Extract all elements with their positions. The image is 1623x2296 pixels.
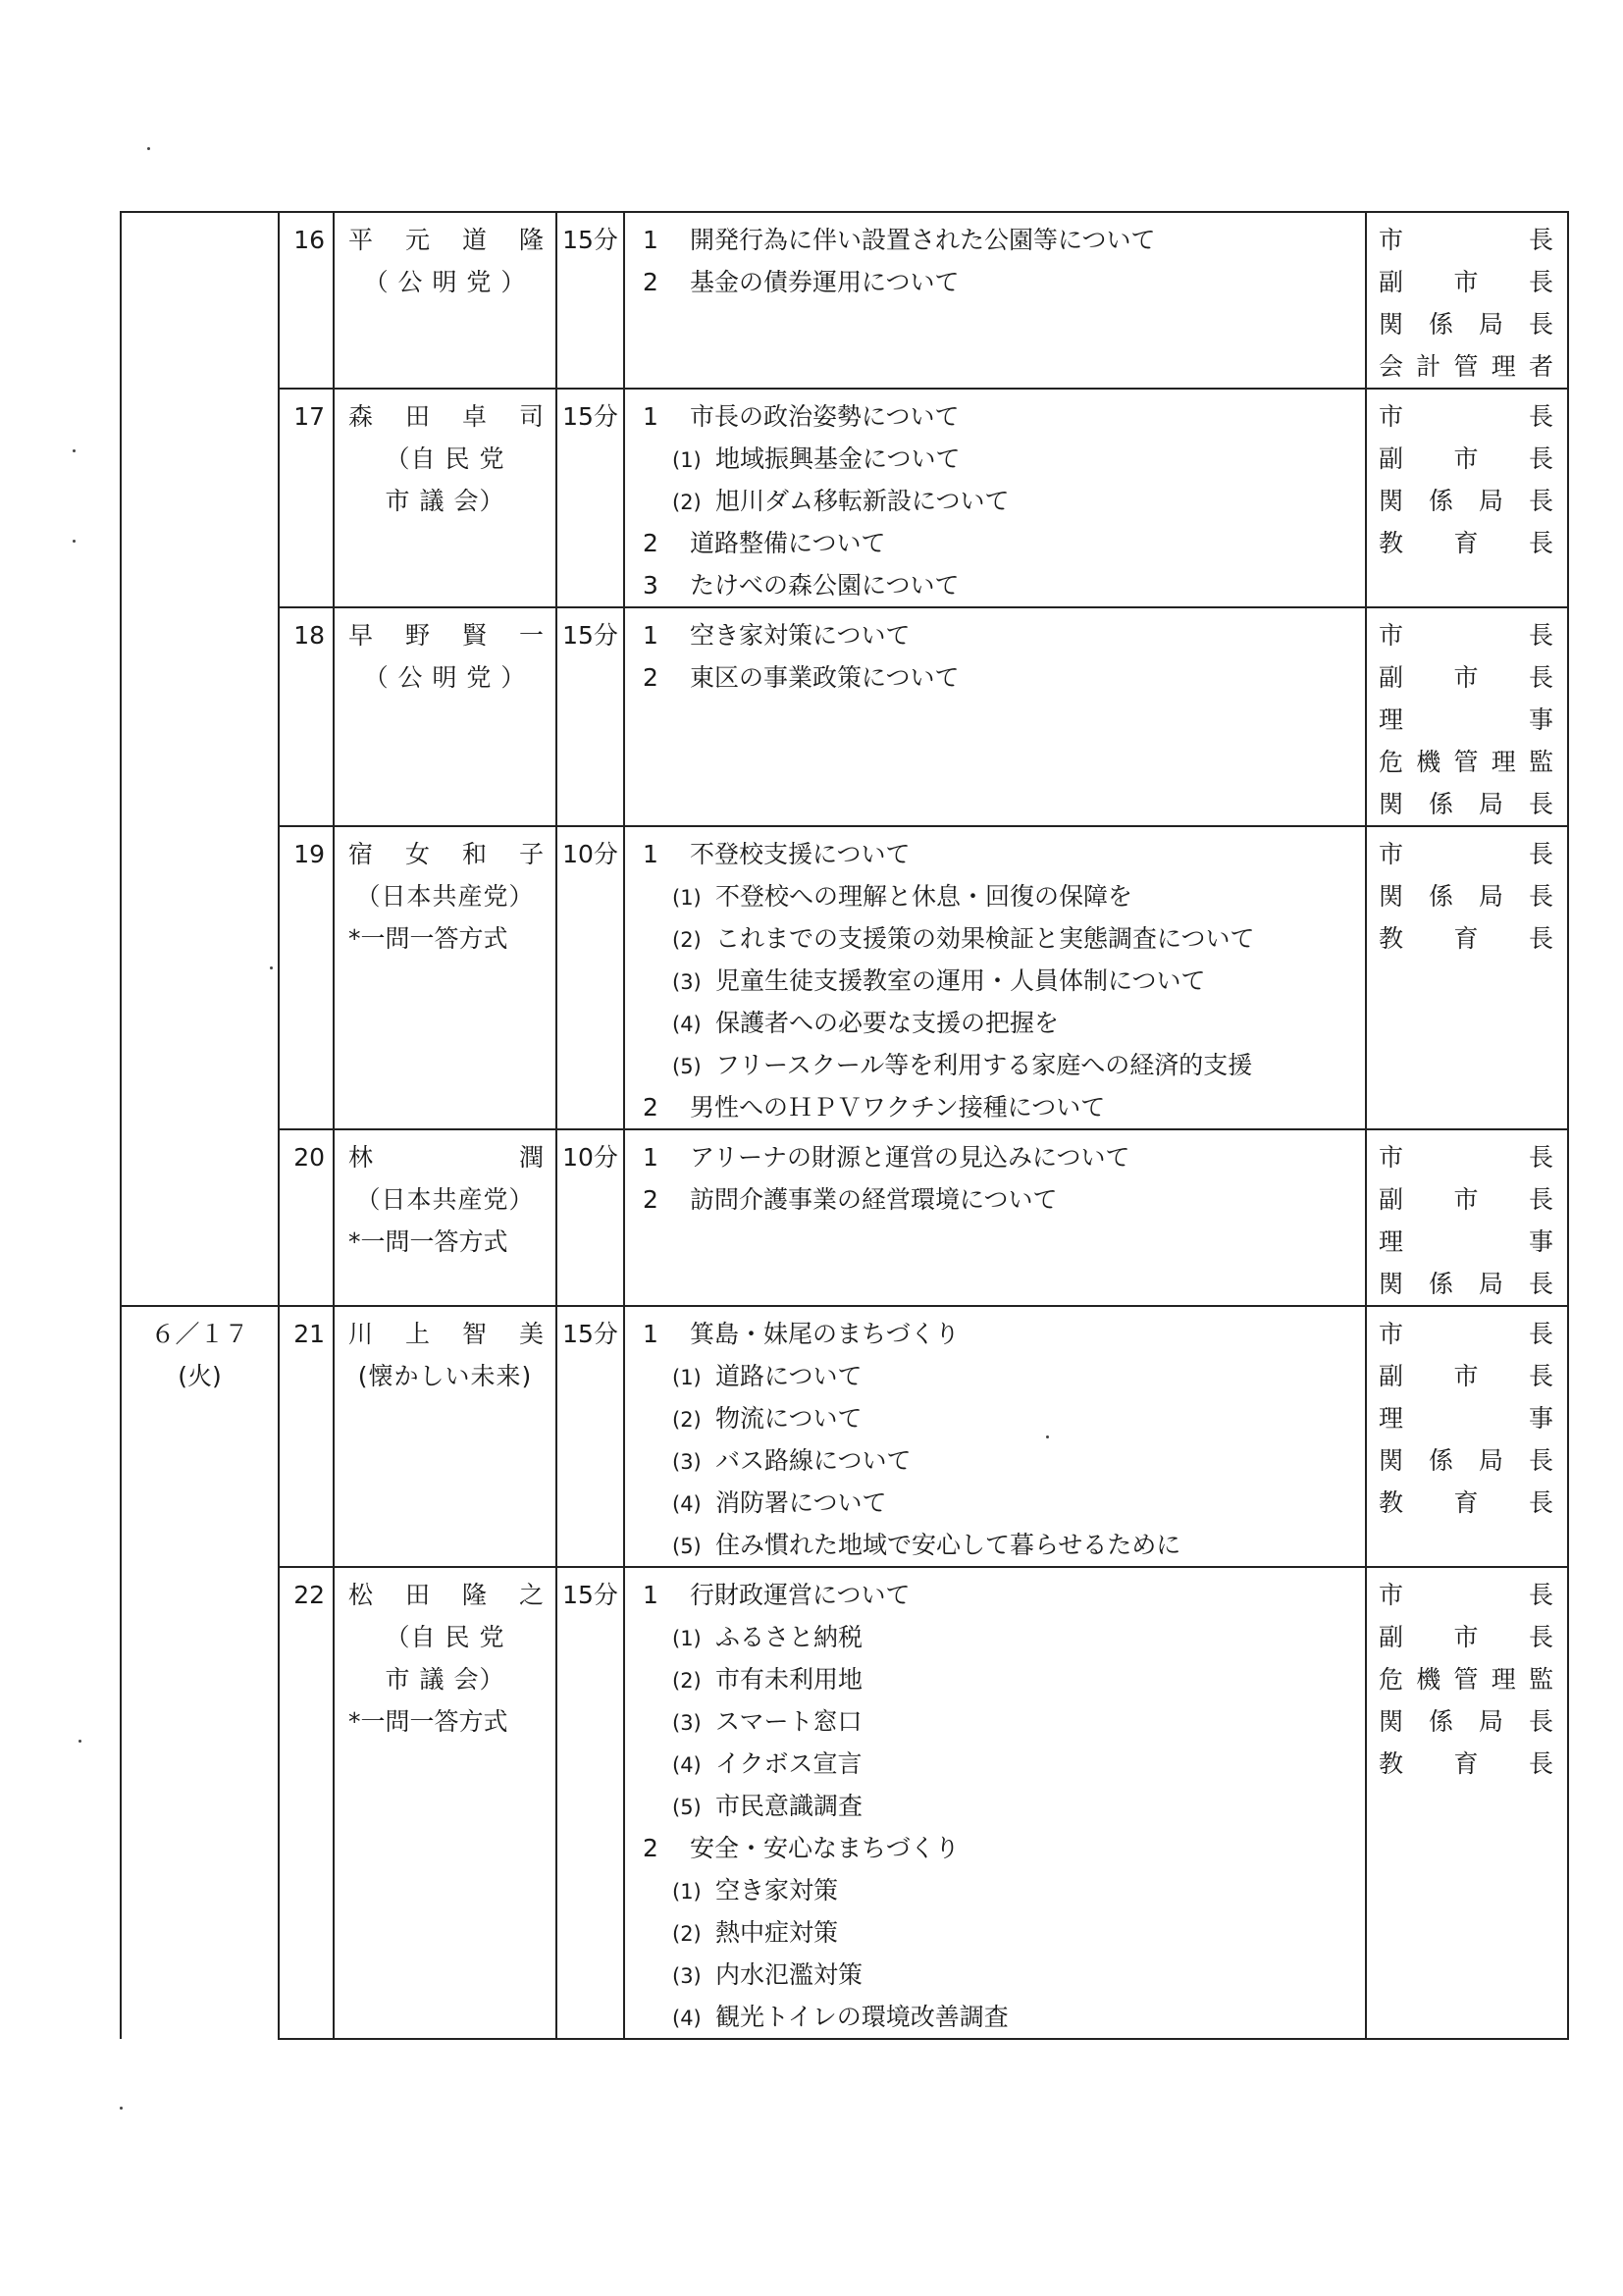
subtopic-text: イクボス宣言 xyxy=(715,1749,863,1778)
question-topic xyxy=(625,564,1365,606)
subtopic-number: (3) xyxy=(672,1964,702,1988)
order-number: 17 xyxy=(293,402,325,431)
question-subtopic xyxy=(625,1658,1365,1700)
member-cell xyxy=(334,1129,556,1306)
subtopic-text: 空き家対策 xyxy=(715,1876,839,1905)
respondent: 関 係 局 長 xyxy=(1379,882,1555,911)
meeting-date: ６／１７ xyxy=(150,1320,249,1348)
scan-speck xyxy=(120,2107,123,2110)
member-cell xyxy=(334,1567,556,2039)
question-subtopic xyxy=(625,438,1365,480)
question-subtopic xyxy=(625,1616,1365,1658)
entry-row xyxy=(121,1567,1568,2039)
question-subtopic xyxy=(625,1482,1365,1524)
topic-number: 2 xyxy=(643,268,658,296)
question-subtopic xyxy=(625,960,1365,1002)
topic-number: 2 xyxy=(643,1834,658,1862)
question-subtopic xyxy=(625,875,1365,917)
subtopic-number: (3) xyxy=(672,1450,702,1474)
member-name: 平 元 道 隆 xyxy=(348,226,546,254)
order-number-cell xyxy=(279,1306,334,1567)
respondent: 危 機 管 理 監 xyxy=(1379,748,1555,776)
respondent: 市 長 xyxy=(1379,402,1555,431)
topic-text: たけべの森公園について xyxy=(690,571,960,600)
topic-text: 行財政運営について xyxy=(690,1581,911,1609)
subtopic-number: (2) xyxy=(672,1922,702,1946)
question-topic xyxy=(625,395,1365,438)
date-cell xyxy=(121,1306,279,2039)
order-number: 18 xyxy=(293,621,325,650)
topic-number: 1 xyxy=(643,1143,658,1172)
question-topic xyxy=(625,1827,1365,1869)
subtopic-number: (5) xyxy=(672,1535,702,1558)
topic-text: 訪問介護事業の経営環境について xyxy=(690,1185,1058,1214)
subtopic-text: ふるさと納税 xyxy=(715,1623,864,1651)
question-format-note: *一問一答方式 xyxy=(348,1707,508,1736)
subtopic-number: (5) xyxy=(672,1796,702,1819)
question-subtopic xyxy=(625,1743,1365,1785)
topic-number: 1 xyxy=(643,402,658,431)
entry-row xyxy=(121,389,1568,607)
question-subtopic xyxy=(625,1996,1365,2038)
order-number-cell xyxy=(279,607,334,826)
subtopic-text: これまでの支援策の効果検証と実態調査について xyxy=(715,924,1255,953)
topic-text: アリーナの財源と運営の見込みについて xyxy=(690,1143,1130,1172)
time-allotment: 15分 xyxy=(562,226,618,254)
respondent: 理 事 xyxy=(1379,1227,1555,1256)
time-cell xyxy=(556,1567,624,2039)
question-topic xyxy=(625,614,1365,656)
topic-number: 1 xyxy=(643,1581,658,1609)
respondent: 副 市 長 xyxy=(1379,1362,1555,1390)
time-cell xyxy=(556,1129,624,1306)
respondent: 副 市 長 xyxy=(1379,1185,1555,1214)
party-affiliation: （自 民 党 xyxy=(385,1623,505,1651)
member-name: 松 田 隆 之 xyxy=(348,1581,546,1609)
respondent: 副 市 長 xyxy=(1379,444,1555,473)
subtopic-number: (5) xyxy=(672,1055,702,1078)
member-cell xyxy=(334,389,556,607)
respondent: 教 育 長 xyxy=(1379,1488,1555,1517)
topic-text: 男性へのＨＰＶワクチン接種について xyxy=(690,1093,1106,1122)
respondent: 副 市 長 xyxy=(1379,268,1555,296)
topic-text: 空き家対策について xyxy=(690,621,911,650)
subtopic-text: 市有未利用地 xyxy=(715,1665,864,1694)
time-allotment: 10分 xyxy=(562,1143,618,1172)
member-cell xyxy=(334,212,556,389)
respondent: 関 係 局 長 xyxy=(1379,310,1555,339)
respondent: 関 係 局 長 xyxy=(1379,1707,1555,1736)
respondent: 教 育 長 xyxy=(1379,529,1555,557)
party-affiliation: （日本共産党） xyxy=(355,882,535,911)
question-topic xyxy=(625,1313,1365,1355)
respondent: 市 長 xyxy=(1379,840,1555,868)
subtopic-number: (2) xyxy=(672,1408,702,1432)
subtopic-number: (3) xyxy=(672,1711,702,1735)
topic-number: 1 xyxy=(643,1320,658,1348)
topics-cell xyxy=(624,1306,1366,1567)
scan-speck xyxy=(1046,1435,1049,1438)
party-affiliation: 市 議 会） xyxy=(385,487,505,515)
party-affiliation: (懐かしい未来) xyxy=(357,1362,533,1390)
topics-cell xyxy=(624,607,1366,826)
party-affiliation: 市 議 会） xyxy=(385,1665,505,1694)
member-name: 林 潤 xyxy=(348,1143,546,1172)
respondents-cell xyxy=(1366,1306,1568,1567)
scan-speck xyxy=(73,540,76,543)
subtopic-text: 保護者への必要な支援の把握を xyxy=(715,1009,1060,1037)
subtopic-number: (1) xyxy=(672,1627,702,1650)
question-topic xyxy=(625,261,1365,303)
question-subtopic xyxy=(625,480,1365,522)
question-topic xyxy=(625,522,1365,564)
topic-number: 1 xyxy=(643,226,658,254)
subtopic-text: フリースクール等を利用する家庭への経済的支援 xyxy=(715,1051,1253,1079)
question-topic xyxy=(625,219,1365,261)
respondents-cell xyxy=(1366,607,1568,826)
order-number-cell xyxy=(279,826,334,1129)
topic-text: 基金の債券運用について xyxy=(690,268,960,296)
subtopic-number: (1) xyxy=(672,448,702,472)
scan-speck xyxy=(73,449,76,452)
question-subtopic xyxy=(625,1524,1365,1566)
topics-cell xyxy=(624,389,1366,607)
question-subtopic xyxy=(625,1002,1365,1044)
order-number: 21 xyxy=(293,1320,325,1348)
order-number: 19 xyxy=(293,840,325,868)
question-topic xyxy=(625,1136,1365,1178)
topics-cell xyxy=(624,1129,1366,1306)
time-cell xyxy=(556,212,624,389)
topic-number: 2 xyxy=(643,1093,658,1122)
respondent: 教 育 長 xyxy=(1379,1749,1555,1778)
respondent: 教 育 長 xyxy=(1379,924,1555,953)
question-topic xyxy=(625,656,1365,699)
respondent: 市 長 xyxy=(1379,226,1555,254)
subtopic-number: (2) xyxy=(672,1669,702,1693)
question-subtopic xyxy=(625,1439,1365,1482)
topics-cell xyxy=(624,1567,1366,2039)
respondent: 副 市 長 xyxy=(1379,663,1555,692)
time-cell xyxy=(556,389,624,607)
question-subtopic xyxy=(625,1700,1365,1743)
respondent: 市 長 xyxy=(1379,1320,1555,1348)
member-name: 早 野 賢 一 xyxy=(348,621,546,650)
subtopic-number: (2) xyxy=(672,491,702,514)
question-topic xyxy=(625,1178,1365,1221)
respondent: 会 計 管 理 者 xyxy=(1379,352,1555,381)
topic-text: 道路整備について xyxy=(690,529,886,557)
member-cell xyxy=(334,826,556,1129)
question-format-note: *一問一答方式 xyxy=(348,1227,508,1256)
entry-row xyxy=(121,1129,1568,1306)
respondent: 関 係 局 長 xyxy=(1379,487,1555,515)
date-cell xyxy=(121,212,279,1306)
party-affiliation: （自 民 党 xyxy=(385,444,505,473)
subtopic-number: (4) xyxy=(672,1013,702,1036)
topic-text: 不登校支援について xyxy=(690,840,911,868)
question-subtopic xyxy=(625,1785,1365,1827)
respondents-cell xyxy=(1366,1129,1568,1306)
party-affiliation: （日本共産党） xyxy=(355,1185,535,1214)
order-number: 22 xyxy=(293,1581,325,1609)
time-cell xyxy=(556,1306,624,1567)
topic-number: 2 xyxy=(643,663,658,692)
entry-row xyxy=(121,607,1568,826)
time-cell xyxy=(556,607,624,826)
subtopic-number: (4) xyxy=(672,2007,702,2030)
time-allotment: 15分 xyxy=(562,621,618,650)
respondent: 関 係 局 長 xyxy=(1379,1270,1555,1298)
subtopic-text: 観光トイレの環境改善調査 xyxy=(715,2003,1009,2031)
member-name: 森 田 卓 司 xyxy=(348,402,546,431)
member-cell xyxy=(334,1306,556,1567)
topics-cell xyxy=(624,212,1366,389)
entry-row xyxy=(121,1306,1568,1567)
time-allotment: 10分 xyxy=(562,840,618,868)
subtopic-text: バス路線について xyxy=(715,1446,912,1475)
subtopic-number: (1) xyxy=(672,1880,702,1904)
topic-text: 市長の政治姿勢について xyxy=(690,402,960,431)
scan-speck xyxy=(270,966,273,969)
subtopic-text: 地域振興基金について xyxy=(715,444,961,473)
subtopic-text: スマート窓口 xyxy=(715,1707,863,1736)
topic-number: 2 xyxy=(643,1185,658,1214)
question-topic xyxy=(625,1574,1365,1616)
question-subtopic xyxy=(625,1397,1365,1439)
order-number-cell xyxy=(279,1567,334,2039)
entry-row xyxy=(121,826,1568,1129)
question-subtopic xyxy=(625,1355,1365,1397)
subtopic-text: 市民意識調査 xyxy=(715,1792,864,1820)
respondent: 関 係 局 長 xyxy=(1379,790,1555,818)
respondent: 関 係 局 長 xyxy=(1379,1446,1555,1475)
topic-text: 開発行為に伴い設置された公園等について xyxy=(690,226,1156,254)
meeting-weekday: (火) xyxy=(178,1362,222,1390)
subtopic-text: 内水氾濫対策 xyxy=(715,1960,864,1989)
order-number-cell xyxy=(279,389,334,607)
party-affiliation: （ 公 明 党 ） xyxy=(363,268,527,296)
member-name: 川 上 智 美 xyxy=(348,1320,546,1348)
order-number: 16 xyxy=(293,226,325,254)
subtopic-text: 消防署について xyxy=(715,1488,887,1517)
party-affiliation: （ 公 明 党 ） xyxy=(363,663,527,692)
subtopic-number: (4) xyxy=(672,1492,702,1516)
topic-text: 箕島・妹尾のまちづくり xyxy=(690,1320,960,1348)
schedule-body xyxy=(121,212,1568,2039)
respondents-cell xyxy=(1366,212,1568,389)
respondents-cell xyxy=(1366,389,1568,607)
question-subtopic xyxy=(625,1911,1365,1954)
topics-cell xyxy=(624,826,1366,1129)
topic-text: 安全・安心なまちづくり xyxy=(690,1834,960,1862)
question-subtopic xyxy=(625,917,1365,960)
subtopic-text: 旭川ダム移転新設について xyxy=(715,487,1010,515)
subtopic-text: 熱中症対策 xyxy=(715,1918,839,1947)
question-subtopic xyxy=(625,1954,1365,1996)
respondent: 理 事 xyxy=(1379,705,1555,734)
time-allotment: 15分 xyxy=(562,402,618,431)
member-name: 宿 女 和 子 xyxy=(348,840,546,868)
question-subtopic xyxy=(625,1869,1365,1911)
question-format-note: *一問一答方式 xyxy=(348,924,508,953)
scan-speck xyxy=(79,1740,81,1743)
topic-number: 1 xyxy=(643,621,658,650)
respondent: 理 事 xyxy=(1379,1404,1555,1433)
topic-number: 2 xyxy=(643,529,658,557)
topic-text: 東区の事業政策について xyxy=(690,663,960,692)
respondent: 市 長 xyxy=(1379,621,1555,650)
respondent: 市 長 xyxy=(1379,1143,1555,1172)
scan-speck xyxy=(147,147,150,150)
entry-row xyxy=(121,212,1568,389)
subtopic-number: (1) xyxy=(672,1366,702,1389)
time-allotment: 15分 xyxy=(562,1581,618,1609)
subtopic-number: (1) xyxy=(672,886,702,910)
question-schedule-table xyxy=(120,211,1569,2040)
topic-number: 1 xyxy=(643,840,658,868)
time-cell xyxy=(556,826,624,1129)
respondents-cell xyxy=(1366,826,1568,1129)
respondent: 市 長 xyxy=(1379,1581,1555,1609)
respondents-cell xyxy=(1366,1567,1568,2039)
time-allotment: 15分 xyxy=(562,1320,618,1348)
order-number-cell xyxy=(279,212,334,389)
subtopic-text: 物流について xyxy=(715,1404,863,1433)
question-topic xyxy=(625,1086,1365,1128)
subtopic-text: 住み慣れた地域で安心して暮らせるために xyxy=(715,1531,1181,1559)
subtopic-number: (3) xyxy=(672,970,702,994)
order-number-cell xyxy=(279,1129,334,1306)
subtopic-number: (2) xyxy=(672,928,702,952)
topic-number: 3 xyxy=(643,571,658,600)
order-number: 20 xyxy=(293,1143,325,1172)
member-cell xyxy=(334,607,556,826)
question-topic xyxy=(625,833,1365,875)
subtopic-number: (4) xyxy=(672,1753,702,1777)
subtopic-text: 道路について xyxy=(715,1362,863,1390)
question-subtopic xyxy=(625,1044,1365,1086)
subtopic-text: 児童生徒支援教室の運用・人員体制について xyxy=(715,966,1206,995)
respondent: 危 機 管 理 監 xyxy=(1379,1665,1555,1694)
subtopic-text: 不登校への理解と休息・回復の保障を xyxy=(715,882,1133,911)
respondent: 副 市 長 xyxy=(1379,1623,1555,1651)
